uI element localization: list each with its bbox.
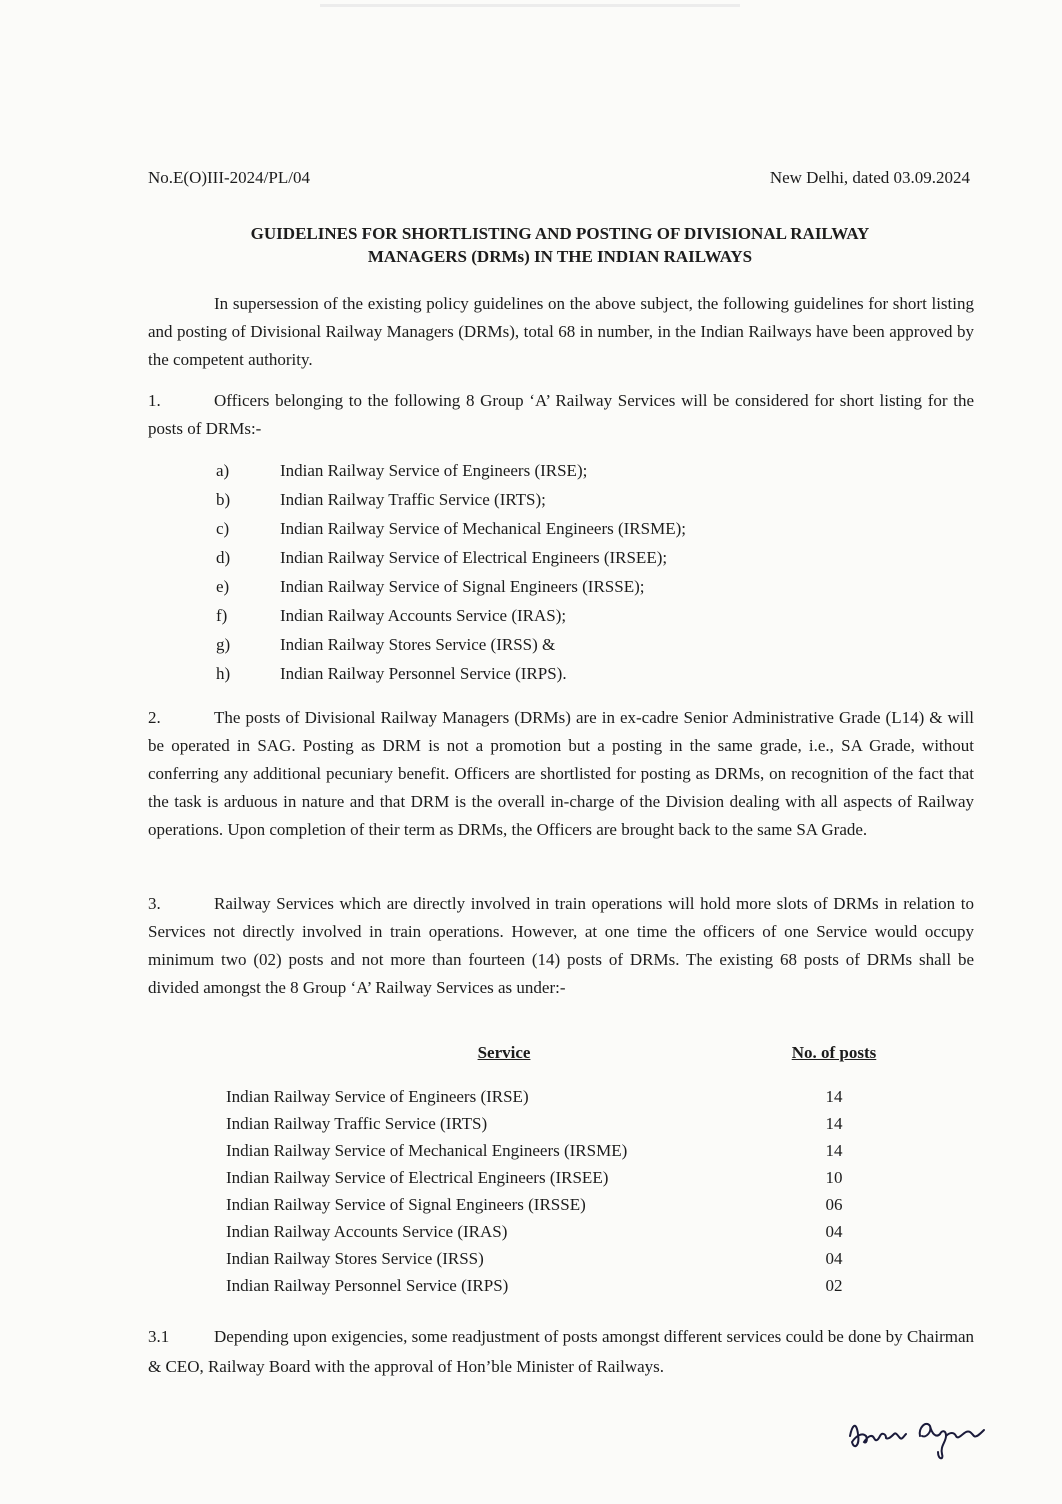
table-row [226,1164,886,1191]
scan-artifact [320,4,740,7]
service-cell: Indian Railway Accounts Service (IRAS) [226,1221,508,1241]
date-line: New Delhi, dated 03.09.2024 [769,168,970,187]
paragraph-3-1 [148,1322,974,1382]
list-item-text: Indian Railway Traffic Service (IRTS); [280,490,546,509]
handwritten-signature [842,1406,992,1462]
list-item-label: c) [216,519,230,538]
posts-cell: 14 [825,1086,843,1106]
intro-text: In supersession of the existing policy guidelines on the above subject, the following guidelines for short listing and posting of Divisional Railway Managers (DRMs), total 68 in number, in the Indian Railways have been approved by the competent authority. [148,294,974,369]
paragraph-3 [148,890,974,1002]
table-row [226,1245,886,1272]
list-item-label: b) [216,490,231,509]
list-item-text: Indian Railway Service of Mechanical Engineers (IRSME); [280,519,686,538]
paragraph-text: The posts of Divisional Railway Managers (DRMs) are in ex-cadre Senior Administrative Grade (L14) & will be operated in SAG. Posting as DRM is not a promotion but a posting in the same grade, i.e., SA Grade, without conferring any additional pecuniary benefit. Officers are shortlisted for posting as DRMs, on recognition of the fact that the task is arduous in nature and that DRM is the overall in-charge of the Division dealing with all aspects of Railway operations. Upon completion of their term as DRMs, the Officers are brought back to the same SA Grade. [148,708,974,839]
service-cell: Indian Railway Service of Signal Engineers (IRSSE) [226,1194,586,1214]
column-header-service: Service [477,1043,531,1062]
service-cell: Indian Railway Service of Engineers (IRSE) [226,1086,529,1106]
posts-cell: 04 [825,1221,843,1241]
table-row [226,1110,886,1137]
list-item-label: f) [216,606,228,625]
list-item-label: g) [216,635,231,654]
list-item-text: Indian Railway Accounts Service (IRAS); [280,606,567,625]
service-cell: Indian Railway Service of Electrical Engineers (IRSEE) [226,1167,609,1187]
paragraph-text: Depending upon exigencies, some readjustment of posts amongst different services could be done by Chairman & CEO, Railway Board with the approval of Hon’ble Minister of Railways. [148,1327,974,1376]
paragraph-text: Railway Services which are directly involved in train operations will hold more slots of DRMs in relation to Services not directly involved in train operations. However, at one time the officers of one Service would occupy minimum two (02) posts and not more than fourteen (14) posts of DRMs. The existing 68 posts of DRMs shall be divided amongst the 8 Group ‘A’ Railway Services as under:- [148,894,974,997]
list-item-label: a) [216,461,230,480]
posts-cell: 04 [825,1248,843,1268]
list-item-text: Indian Railway Service of Signal Engineers (IRSSE); [280,577,645,596]
table-row [226,1272,886,1299]
paragraph-1 [148,387,974,443]
intro-paragraph [148,290,974,374]
table-row [226,1137,886,1164]
paragraph-2 [148,704,974,844]
table-row [226,1083,886,1110]
paragraph-number: 2. [148,708,161,727]
list-item-text: Indian Railway Service of Engineers (IRSE); [280,461,588,480]
service-cell: Indian Railway Stores Service (IRSS) [226,1248,484,1268]
reference-number: No.E(O)III-2024/PL/04 [148,168,310,187]
paragraph-text: Officers belonging to the following 8 Group ‘A’ Railway Services will be considered for short listing for the posts of DRMs:- [148,391,974,438]
paragraph-number: 3.1 [148,1327,170,1346]
posts-cell: 02 [825,1275,843,1295]
title-line-1: GUIDELINES FOR SHORTLISTING AND POSTING OF DIVISIONAL RAILWAY [250,224,870,243]
posts-cell: 10 [825,1167,843,1187]
title-line-2: MANAGERS (DRMs) IN THE INDIAN RAILWAYS [367,247,753,266]
list-item-text: Indian Railway Personnel Service (IRPS). [280,664,567,683]
paragraph-number: 1. [148,391,161,410]
list-item-label: e) [216,577,230,596]
table-header-row [226,1043,886,1083]
table-row [226,1191,886,1218]
service-cell: Indian Railway Service of Mechanical Engineers (IRSME) [226,1140,628,1160]
paragraph-number: 3. [148,894,161,913]
column-header-posts: No. of posts [791,1043,877,1062]
posts-table [226,1043,886,1299]
posts-cell: 14 [825,1113,843,1133]
service-cell: Indian Railway Traffic Service (IRTS) [226,1113,488,1133]
posts-cell: 14 [825,1140,843,1160]
table-row [226,1218,886,1245]
list-item-label: h) [216,664,231,683]
service-cell: Indian Railway Personnel Service (IRPS) [226,1275,509,1295]
list-item-text: Indian Railway Stores Service (IRSS) & [280,635,556,654]
list-item-text: Indian Railway Service of Electrical Engineers (IRSEE); [280,548,668,567]
posts-cell: 06 [825,1194,843,1214]
document-title [120,222,1000,268]
list-item-label: d) [216,548,231,567]
